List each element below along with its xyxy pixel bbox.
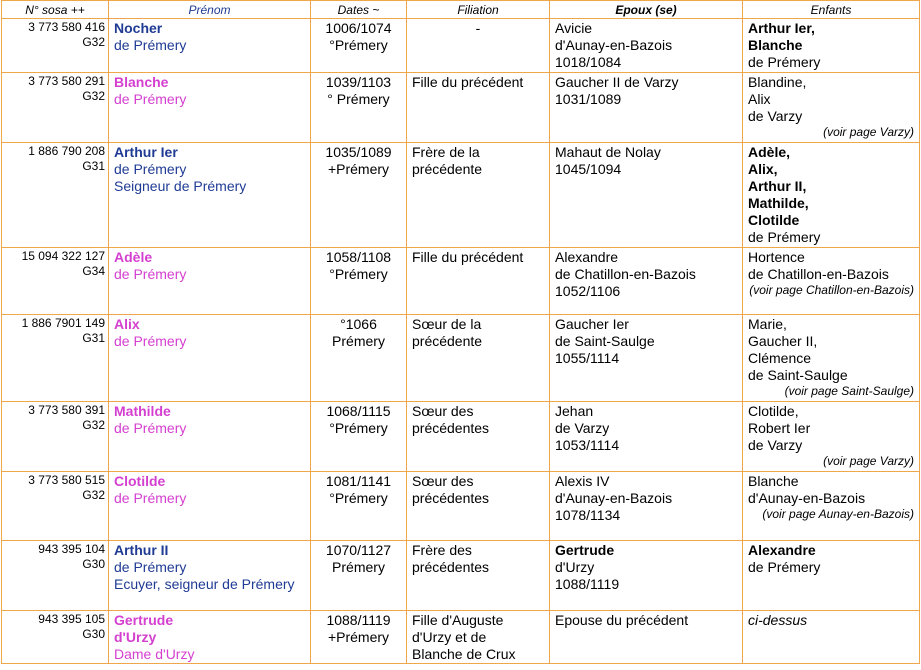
person-subtitle: de Prémery xyxy=(114,37,187,53)
see-page-note: (voir page Aunay-en-Bazois) xyxy=(762,507,914,521)
child-name: Alexandre xyxy=(748,542,816,558)
child-name: Blanche xyxy=(748,37,803,53)
prenom-cell xyxy=(109,73,311,143)
enfants-cell xyxy=(743,248,920,315)
children-text: de Saint-Saulge xyxy=(748,367,848,383)
person-name: Alix xyxy=(114,316,140,332)
person-subtitle: de Prémery xyxy=(114,490,187,506)
sosa-number: 1 886 7901 149 xyxy=(21,316,105,330)
person-name: Blanche xyxy=(114,74,169,90)
child-name: Arthur II, xyxy=(748,178,807,194)
date-place: °Prémery xyxy=(329,420,388,436)
filiation-cell xyxy=(407,315,550,402)
children-text: de Varzy xyxy=(748,108,803,124)
epoux-cell xyxy=(550,143,743,248)
date-place: Prémery xyxy=(332,333,385,349)
spouse-text: 1053/1114 xyxy=(555,437,620,453)
filiation-cell xyxy=(407,248,550,315)
table-row xyxy=(2,611,920,664)
enfants-cell xyxy=(743,315,920,402)
prenom-cell xyxy=(109,315,311,402)
spouse-text: Alexis IV xyxy=(555,473,610,489)
children-text: Alix xyxy=(748,91,771,107)
sosa-number: 15 094 322 127 xyxy=(21,249,105,263)
person-name: Arthur Ier xyxy=(114,144,178,160)
see-page-note: (voir page Chatillon-en-Bazois) xyxy=(749,283,914,297)
date-place: ° Prémery xyxy=(327,91,390,107)
header-dates: Dates ~ xyxy=(311,1,407,19)
epoux-cell xyxy=(550,402,743,472)
generation-label: G32 xyxy=(82,488,105,502)
table-row xyxy=(2,143,920,248)
dates-cell xyxy=(311,402,407,472)
filiation-text: Sœur des xyxy=(412,403,474,419)
date-range: 1006/1074 xyxy=(325,20,392,36)
spouse-text: d'Urzy xyxy=(555,559,595,575)
see-page-note: (voir page Varzy) xyxy=(823,454,914,468)
spouse-text: Avicie xyxy=(555,20,593,36)
header-epoux: Epoux (se) xyxy=(550,1,743,19)
filiation-cell xyxy=(407,73,550,143)
date-range: 1081/1141 xyxy=(325,473,392,489)
person-title: Seigneur de Prémery xyxy=(114,178,247,194)
sosa-cell xyxy=(2,611,109,664)
date-range: 1088/1119 xyxy=(326,612,391,628)
sosa-cell xyxy=(2,472,109,541)
date-place: °Prémery xyxy=(329,490,388,506)
person-subtitle: de Prémery xyxy=(114,266,187,282)
children-text: d'Aunay-en-Bazois xyxy=(748,490,866,506)
children-text: Blanche xyxy=(748,473,799,489)
table-row xyxy=(2,73,920,143)
spouse-text: 1045/1094 xyxy=(555,161,622,177)
filiation-cell xyxy=(407,402,550,472)
enfants-cell xyxy=(743,472,920,541)
spouse-text: 1055/1114 xyxy=(555,350,620,366)
enfants-cell xyxy=(743,541,920,611)
person-name: Mathilde xyxy=(114,403,171,419)
sosa-number: 3 773 580 391 xyxy=(28,403,105,417)
date-range: 1068/1115 xyxy=(326,403,391,419)
spouse-text: Jehan xyxy=(555,403,594,419)
children-text: Blandine, xyxy=(748,74,807,90)
epoux-cell xyxy=(550,248,743,315)
dates-cell xyxy=(311,611,407,664)
child-name: Mathilde, xyxy=(748,195,809,211)
person-name: Arthur II xyxy=(114,542,169,558)
sosa-number: 3 773 580 291 xyxy=(28,74,105,88)
filiation-cell xyxy=(407,143,550,248)
filiation-text: précédentes xyxy=(412,490,490,506)
spouse-name: Gertrude xyxy=(555,542,615,558)
table-row xyxy=(2,315,920,402)
dates-cell xyxy=(311,19,407,73)
children-text: Hortence xyxy=(748,249,805,265)
children-text: de Prémery xyxy=(748,54,821,70)
generation-label: G32 xyxy=(82,89,105,103)
filiation-text: précédentes xyxy=(412,420,490,436)
spouse-text: 1052/1106 xyxy=(555,283,621,299)
generation-label: G30 xyxy=(82,557,105,571)
epoux-cell xyxy=(550,541,743,611)
header-enfants: Enfants xyxy=(743,1,920,19)
enfants-cell xyxy=(743,19,920,73)
children-text: de Prémery xyxy=(748,559,821,575)
spouse-text: Mahaut de Nolay xyxy=(555,144,661,160)
header-prenom: Prénom xyxy=(109,1,311,19)
spouse-text: de Chatillon-en-Bazois xyxy=(555,266,696,282)
date-range: 1058/1108 xyxy=(325,249,392,265)
sosa-number: 943 395 104 xyxy=(38,542,105,556)
filiation-text: Fille du précédent xyxy=(412,74,524,90)
date-place: °Prémery xyxy=(329,37,388,53)
person-name: Gertrude xyxy=(114,612,174,628)
person-name-cont: d'Urzy xyxy=(114,629,157,645)
date-place: °Prémery xyxy=(329,266,388,282)
filiation-cell xyxy=(407,19,550,73)
header-sosa: N° sosa ++ xyxy=(2,1,109,19)
table-row xyxy=(2,248,920,315)
person-subtitle: de Prémery xyxy=(114,161,187,177)
spouse-text: d'Aunay-en-Bazois xyxy=(555,37,673,53)
children-text: Gaucher II, xyxy=(748,333,818,349)
filiation-text: Frère de la xyxy=(412,144,480,160)
sosa-cell xyxy=(2,143,109,248)
children-ref: ci-dessus xyxy=(748,612,808,628)
person-subtitle: de Prémery xyxy=(114,91,187,107)
see-page-note: (voir page Saint-Saulge) xyxy=(784,384,914,398)
see-page-note: (voir page Varzy) xyxy=(823,125,914,139)
spouse-text: Epouse du précédent xyxy=(555,612,689,628)
children-text: Marie, xyxy=(748,316,787,332)
spouse-text: de Varzy xyxy=(555,420,610,436)
epoux-cell xyxy=(550,472,743,541)
filiation-text: précédente xyxy=(412,161,483,177)
children-text: de Prémery xyxy=(748,229,821,245)
enfants-cell xyxy=(743,611,920,664)
child-name: Adèle, xyxy=(748,144,791,160)
spouse-text: Gaucher Ier xyxy=(555,316,629,332)
sosa-number: 1 886 790 208 xyxy=(28,144,105,158)
header-row xyxy=(2,1,920,19)
spouse-text: d'Aunay-en-Bazois xyxy=(555,490,673,506)
person-title: Ecuyer, seigneur de Prémery xyxy=(114,576,295,592)
enfants-cell xyxy=(743,73,920,143)
sosa-cell xyxy=(2,73,109,143)
prenom-cell xyxy=(109,611,311,664)
spouse-text: de Saint-Saulge xyxy=(555,333,655,349)
generation-label: G30 xyxy=(82,627,105,641)
filiation-text: Blanche de Crux xyxy=(412,646,516,662)
sosa-cell xyxy=(2,541,109,611)
child-name: Alix, xyxy=(748,161,778,177)
prenom-cell xyxy=(109,248,311,315)
prenom-cell xyxy=(109,472,311,541)
epoux-cell xyxy=(550,19,743,73)
filiation-text: Fille du précédent xyxy=(412,249,524,265)
date-range: °1066 xyxy=(340,316,377,332)
sosa-number: 943 395 105 xyxy=(38,612,105,626)
dates-cell xyxy=(311,73,407,143)
filiation-text: Fille d'Auguste xyxy=(412,612,504,628)
spouse-text: 1088/1119 xyxy=(555,576,620,592)
prenom-cell xyxy=(109,402,311,472)
spouse-text: 1078/1134 xyxy=(555,507,621,523)
prenom-cell xyxy=(109,143,311,248)
generation-label: G32 xyxy=(82,35,105,49)
prenom-cell xyxy=(109,19,311,73)
filiation-cell xyxy=(407,472,550,541)
sosa-number: 3 773 580 515 xyxy=(28,473,105,487)
person-name: Clotilde xyxy=(114,473,166,489)
filiation-text: Frère des xyxy=(412,542,472,558)
child-name: Arthur Ier, xyxy=(748,20,815,36)
spouse-text: Alexandre xyxy=(555,249,619,265)
dates-cell xyxy=(311,248,407,315)
date-range: 1035/1089 xyxy=(325,144,392,160)
filiation-cell xyxy=(407,611,550,664)
prenom-cell xyxy=(109,541,311,611)
enfants-cell xyxy=(743,402,920,472)
generation-label: G31 xyxy=(82,159,105,173)
children-text: de Varzy xyxy=(748,437,803,453)
children-text: Clotilde, xyxy=(748,403,799,419)
filiation-text: Sœur des xyxy=(412,473,474,489)
epoux-cell xyxy=(550,611,743,664)
child-name: Clotilde xyxy=(748,212,800,228)
person-subtitle: de Prémery xyxy=(114,420,187,436)
children-text: Robert Ier xyxy=(748,420,811,436)
generation-label: G31 xyxy=(82,331,105,345)
dates-cell xyxy=(311,315,407,402)
person-name: Nocher xyxy=(114,20,163,36)
filiation-text: précédentes xyxy=(412,559,490,575)
sosa-cell xyxy=(2,19,109,73)
table-row xyxy=(2,19,920,73)
filiation-text: Sœur de la xyxy=(412,316,482,332)
sosa-cell xyxy=(2,402,109,472)
sosa-number: 3 773 580 416 xyxy=(28,20,105,34)
filiation-text: d'Urzy et de xyxy=(412,629,487,645)
sosa-cell xyxy=(2,315,109,402)
person-subtitle: de Prémery xyxy=(114,333,187,349)
table-row xyxy=(2,402,920,472)
children-text: de Chatillon-en-Bazois xyxy=(748,266,889,282)
genealogy-table xyxy=(1,0,920,664)
person-subtitle: de Prémery xyxy=(114,559,187,575)
table-row xyxy=(2,472,920,541)
dates-cell xyxy=(311,541,407,611)
dates-cell xyxy=(311,472,407,541)
spouse-text: Gaucher II de Varzy xyxy=(555,74,679,90)
generation-label: G34 xyxy=(82,264,105,278)
enfants-cell xyxy=(743,143,920,248)
dates-cell xyxy=(311,143,407,248)
filiation-text: - xyxy=(475,20,481,36)
person-subtitle: Dame d'Urzy xyxy=(114,646,195,662)
spouse-text: 1031/1089 xyxy=(555,91,622,107)
filiation-cell xyxy=(407,541,550,611)
filiation-text: précédente xyxy=(412,333,483,349)
generation-label: G32 xyxy=(82,418,105,432)
date-place: Prémery xyxy=(332,559,385,575)
table-row xyxy=(2,541,920,611)
person-name: Adèle xyxy=(114,249,153,265)
date-place: +Prémery xyxy=(327,629,390,645)
date-range: 1070/1127 xyxy=(325,542,392,558)
date-range: 1039/1103 xyxy=(325,74,392,90)
date-place: +Prémery xyxy=(327,161,390,177)
epoux-cell xyxy=(550,315,743,402)
spouse-text: 1018/1084 xyxy=(555,54,622,70)
header-filiation: Filiation xyxy=(407,1,550,19)
sosa-cell xyxy=(2,248,109,315)
children-text: Clémence xyxy=(748,350,812,366)
epoux-cell xyxy=(550,73,743,143)
